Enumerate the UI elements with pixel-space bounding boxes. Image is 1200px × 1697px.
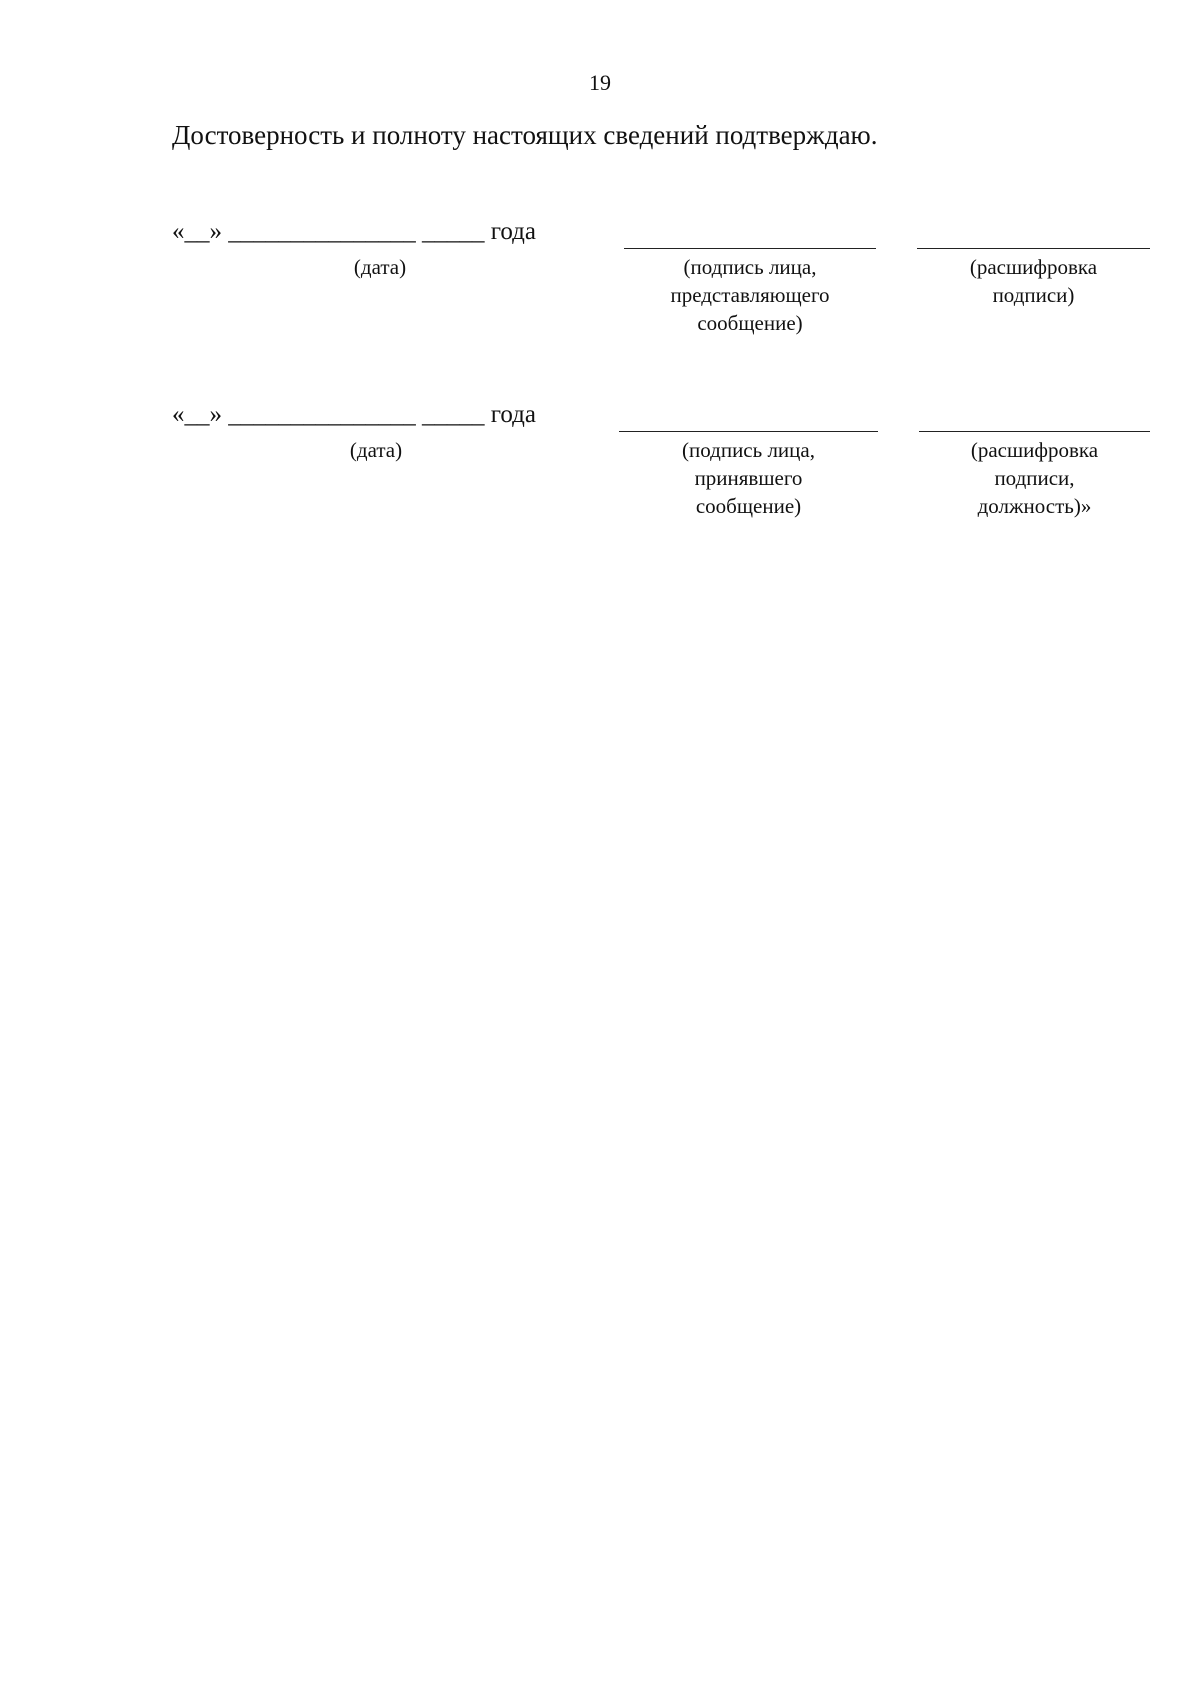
- date-line-1: «__» _______________ _____ года: [172, 218, 536, 245]
- signature-caption-1: (подпись лица, представляющего сообщение): [670, 255, 830, 335]
- decode-caption-2: (расшифровка подписи, должность)»: [970, 438, 1099, 518]
- signature-caption-2: (подпись лица, принявшего сообщение): [682, 438, 815, 518]
- date-caption-2: (дата): [349, 438, 403, 462]
- decode-line-2: [919, 431, 1150, 432]
- page-number: 19: [589, 70, 611, 95]
- date-caption-1: (дата): [353, 255, 407, 279]
- date-line-2: «__» _______________ _____ года: [172, 401, 536, 428]
- decode-line-1: [917, 248, 1150, 249]
- signature-line-2: [619, 431, 878, 432]
- signature-line-1: [624, 248, 876, 249]
- decode-caption-1: (расшифровка подписи): [969, 255, 1098, 307]
- confirmation-statement: Достоверность и полноту настоящих сведений подтверждаю.: [172, 120, 878, 150]
